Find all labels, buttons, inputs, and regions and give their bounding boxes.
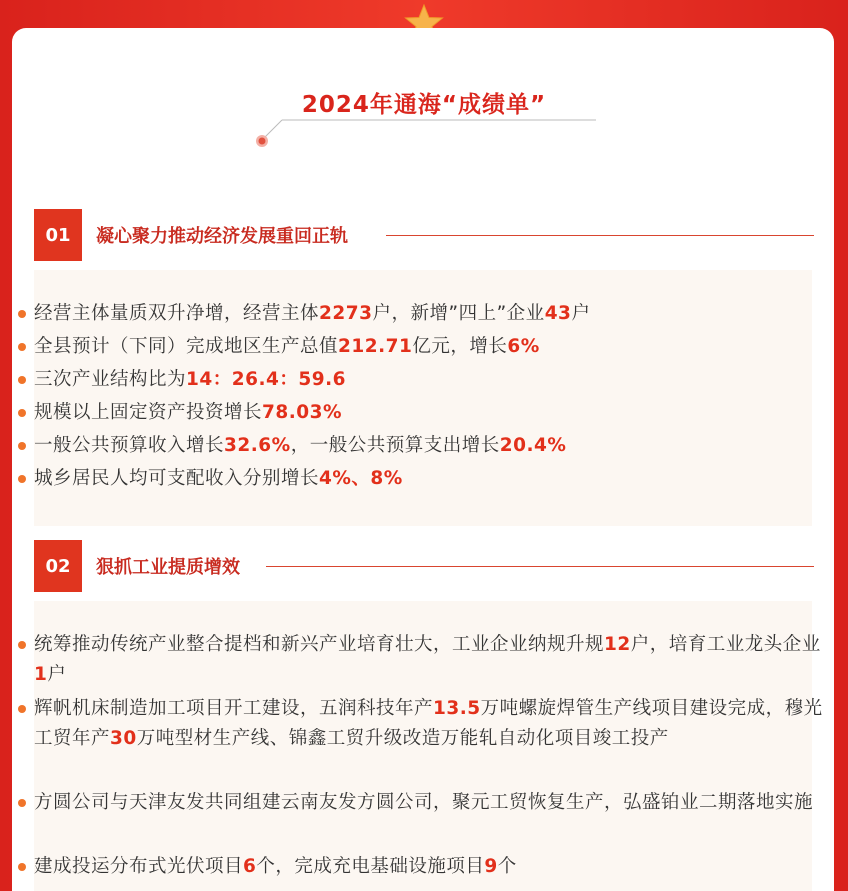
bullet-icon (18, 863, 26, 871)
section-divider (386, 235, 814, 236)
section-number: 01 (34, 209, 82, 261)
bullet-icon (18, 343, 26, 351)
bullet-icon (18, 475, 26, 483)
section-header-01 (34, 209, 814, 261)
section-header-02 (34, 540, 814, 592)
bullet-icon (18, 376, 26, 384)
bullet-icon (18, 442, 26, 450)
bullet-icon (18, 409, 26, 417)
bullet-icon (18, 799, 26, 807)
list-item: 统筹推动传统产业整合提档和新兴产业培育壮大，工业企业纳规升规12户，培育工业龙头企业1户 (34, 630, 828, 690)
bullet-icon (18, 705, 26, 713)
list-item: 辉帆机床制造加工项目开工建设，五润科技年产13.5万吨螺旋焊管生产线项目建设完成，穆光工贸年产30万吨型材生产线、锦鑫工贸升级改造万能轧自动化项目竣工投产 (34, 694, 828, 754)
list-item: 全县预计（下同）完成地区生产总值212.71亿元，增长6% (34, 332, 828, 362)
section-title: 凝心聚力推动经济发展重回正轨 (96, 226, 348, 247)
list-item: 经营主体量质双升净增，经营主体2273户，新增”四上”企业43户 (34, 299, 828, 329)
list-item: 建成投运分布式光伏项目6个，完成充电基础设施项目9个 (34, 852, 828, 882)
section-divider (266, 566, 814, 567)
section-title: 狠抓工业提质增效 (96, 557, 240, 578)
bullet-icon (18, 641, 26, 649)
list-item: 一般公共预算收入增长32.6%，一般公共预算支出增长20.4% (34, 431, 828, 461)
list-item: 城乡居民人均可支配收入分别增长4%、8% (34, 464, 828, 494)
page-title: 2024年通海“成绩单” (301, 92, 547, 118)
list-item: 三次产业结构比为14：26.4：59.6 (34, 365, 828, 395)
bullet-icon (18, 310, 26, 318)
list-item: 规模以上固定资产投资增长78.03% (34, 398, 828, 428)
section-number: 02 (34, 540, 82, 592)
list-item: 方圆公司与天津友发共同组建云南友发方圆公司，聚元工贸恢复生产，弘盛铂业二期落地实施 (34, 788, 828, 818)
title-decoration (252, 114, 602, 154)
